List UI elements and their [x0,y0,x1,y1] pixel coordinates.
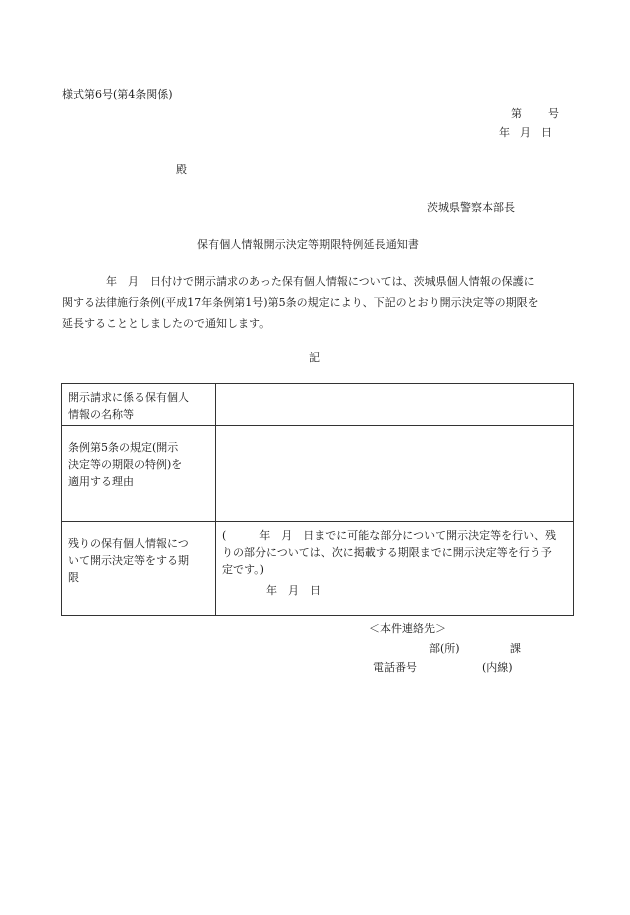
ki-heading: 記 [309,351,320,364]
contact-department: 部(所) [429,642,460,655]
row2-label-line2: 決定等の期限の特例)を [68,458,183,471]
row3-label-line2: いて開示決定等をする期 [68,554,189,567]
row1-value [216,384,574,426]
contact-phone-label: 電話番号 [373,661,417,674]
body-line-3: 延長することとしましたので通知します。 [62,317,271,330]
contact-extension-label: (内線) [482,661,513,674]
row3-value-line3: 定です。) [222,563,264,576]
row1-label-line1: 開示請求に係る保有個人 [68,391,189,404]
row3-label-line3: 限 [68,571,79,584]
contact-heading: ＜本件連絡先＞ [369,622,446,635]
document-title: 保有個人情報開示決定等期限特例延長通知書 [197,238,419,251]
document-number-label: 第 [511,107,522,120]
date-month: 月 [520,126,531,139]
row2-label-line3: 適用する理由 [68,475,134,488]
row2-label [62,426,216,522]
document-number-suffix: 号 [548,107,559,120]
sender: 茨城県警察本部長 [427,201,515,214]
row3-value [216,522,574,616]
row2-label-line1: 条例第5条の規定(開示 [68,441,179,454]
form-number: 様式第6号(第4条関係) [62,88,173,101]
body-line-1: 年 月 日付けで開示請求のあった保有個人情報については、茨城県個人情報の保護に [106,275,535,288]
details-table [61,383,574,616]
table-row [62,384,574,426]
row3-label-line1: 残りの保有個人情報につ [68,537,189,550]
row3-value-line2: りの部分については、次に掲載する期限までに開示決定等を行う予 [222,546,552,559]
body-line-2: 関する法律施行条例(平成17年条例第1号)第5条の規定により、下記のとおり開示決定等の期限を [62,296,539,309]
date-day: 日 [541,126,552,139]
row3-value-line1: ( 年 月 日までに可能な部分について開示決定等を行い、残 [222,529,557,542]
addressee: 殿 [176,163,187,176]
row1-label-line2: 情報の名称等 [68,408,134,421]
date-year: 年 [499,126,510,139]
row1-label [62,384,216,426]
row2-value [216,426,574,522]
issue-date [499,124,552,140]
table-row [62,522,574,616]
contact-section: 課 [510,642,521,655]
row3-label [62,522,216,616]
notice-body [62,271,574,334]
row3-value-date: 年 月 日 [266,584,321,597]
table-row [62,426,574,522]
